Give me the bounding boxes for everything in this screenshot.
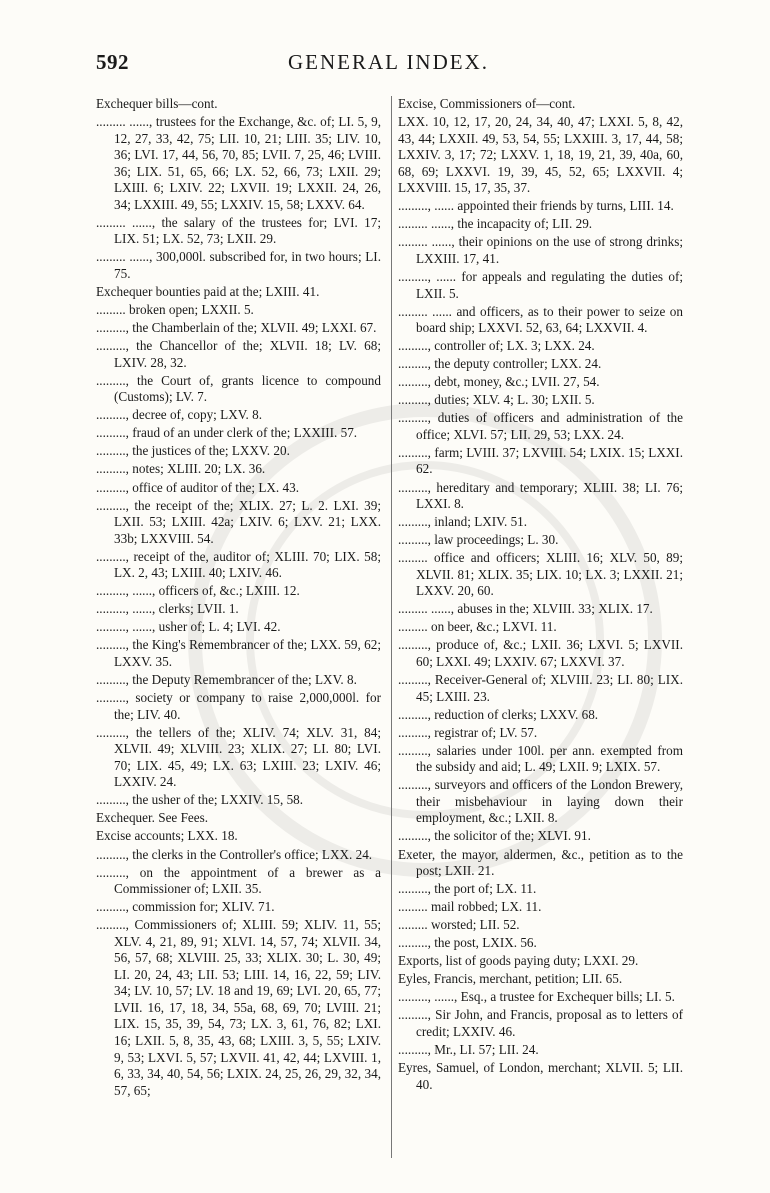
index-entry: Exeter, the mayor, aldermen, &c., petition as to the post; LXII. 21. — [398, 846, 683, 879]
index-entry: ........., the clerks in the Controller's office; LXX. 24. — [96, 846, 373, 862]
index-entry: ......... office and officers; XLIII. 16; XLV. 50, 89; XLVII. 81; XLIX. 35; LIX. 10; LX. 3; LXXII. 21; LXXV. 20, 60. — [398, 550, 683, 599]
index-entry: ........., the receipt of the; XLIX. 27; L. 2. LXI. 39; LXII. 53; LXIII. 42a; LXIV. 6; LXV. 21; LXX. 33b; LXXVIII. 54. — [96, 497, 381, 546]
index-entry: ......... worsted; LII. 52. — [398, 917, 520, 933]
index-entry: Exchequer bounties paid at the; LXIII. 41. — [96, 284, 320, 300]
index-entry: ........., produce of, &c.; LXII. 36; LXVI. 5; LXVII. 60; LXXI. 49; LXXIV. 67; LXXVI. 37. — [398, 637, 683, 669]
index-column-right — [398, 96, 683, 1095]
index-entry: ........., Sir John, and Francis, proposal as to letters of credit; LXXIV. 46. — [398, 1007, 683, 1039]
index-entry: ........., hereditary and temporary; XLIII. 38; LI. 76; LXXI. 8. — [398, 479, 683, 512]
index-entry: ........., the port of; LX. 11. — [398, 881, 537, 897]
index-entry: ........., Mr., LI. 57; LII. 24. — [398, 1042, 539, 1058]
index-entry: ........., the Deputy Remembrancer of the; LXV. 8. — [96, 672, 357, 688]
index-entry: ......... ...... and officers, as to their power to seize on board ship; LXXVI. 52, 63, 64; LXXVII. 4. — [398, 303, 683, 336]
index-entry: ........., ...... appointed their friends by turns, LIII. 14. — [398, 198, 674, 214]
index-entry: Exports, list of goods paying duty; LXXI. 29. — [398, 953, 639, 969]
index-entry: ........., duties of officers and administration of the office; XLVI. 57; LII. 29, 53; LXX. 24. — [398, 410, 683, 442]
index-entry: ........., fraud of an under clerk of the; LXXIII. 57. — [96, 425, 358, 441]
index-entry: LXX. 10, 12, 17, 20, 24, 34, 40, 47; LXXI. 5, 8, 42, 43, 44; LXXII. 49, 53, 54, 55; LXXIII. 3, 17, 44, 58; LXXIV. 3, 17; 72; LXXV. 1, 18, 19, 21, 39, 40a, 60, 68, 69; LXXVI. 19, 39, 45, 52, 65; LXXVII. 4; LXXVIII. 15, 17, 35, 37. — [398, 114, 683, 196]
index-entry: ......... ......, trustees for the Exchange, &c. of; LI. 5, 9, 12, 27, 33, 42, 75; LII. 10, 21; LIII. 35; LIV. 10, 36; LVI. 17, 44, 56, 70, 85; LVII. 7, 25, 46; LVIII. 36; LIX. 51, 65, 66; LX. 52, 66, 73; LXII. 29; LXIII. 6; LXIV. 22; LXVII. 19; LXXII. 24, 26, 34; LXXIII. 49, 55; LXXIV. 15, 58; LXXV. 64. — [96, 114, 381, 212]
index-entry: ........., farm; LVIII. 37; LXVIII. 54; LXIX. 15; LXXI. 62. — [398, 444, 683, 477]
index-entry: ........., ...... for appeals and regulating the duties of; LXII. 5. — [398, 268, 683, 301]
index-entry: ........., reduction of clerks; LXXV. 68. — [398, 706, 599, 722]
index-entry: ........., the solicitor of the; XLVI. 91. — [398, 828, 591, 844]
page-header — [96, 50, 681, 76]
index-entry: ......... mail robbed; LX. 11. — [398, 899, 542, 915]
index-entry: ........., the usher of the; LXXIV. 15, 58. — [96, 792, 304, 808]
index-entry: ........., notes; XLIII. 20; LX. 36. — [96, 461, 266, 477]
index-entry: ......... ......, abuses in the; XLVIII. 33; XLIX. 17. — [398, 601, 653, 617]
index-entry: ........., ......, officers of, &c.; LXIII. 12. — [96, 583, 300, 599]
index-entry: ........., inland; LXIV. 51. — [398, 514, 528, 530]
index-entry: ........., ......, Esq., a trustee for Exchequer bills; LI. 5. — [398, 989, 675, 1005]
index-entry: ........., receipt of the, auditor of; XLIII. 70; LIX. 58; LX. 2, 43; LXIII. 40; LXIV. 46. — [96, 548, 381, 581]
index-entry: ......... broken open; LXXII. 5. — [96, 302, 254, 318]
index-entry: ........., the post, LXIX. 56. — [398, 935, 537, 951]
index-entry: ........., the justices of the; LXXV. 20. — [96, 443, 290, 459]
index-entry: ........., duties; XLV. 4; L. 30; LXII. 5. — [398, 392, 595, 408]
page-number: 592 — [96, 50, 129, 74]
index-entry: ........., registrar of; LV. 57. — [398, 724, 538, 740]
index-entry: ......... ......, their opinions on the use of strong drinks; LXXIII. 17, 41. — [398, 234, 683, 266]
column-divider — [391, 96, 392, 1158]
index-entry: ........., office of auditor of the; LX. 43. — [96, 479, 300, 495]
index-entry: ........., the King's Remembrancer of the; LXX. 59, 62; LXXV. 35. — [96, 637, 381, 669]
index-entry: ........., ......, usher of; L. 4; LVI. 42. — [96, 619, 281, 635]
index-entry: ........., the Chamberlain of the; XLVII. 49; LXXI. 67. — [96, 320, 377, 336]
index-entry: ......... on beer, &c.; LXVI. 11. — [398, 619, 557, 635]
index-entry: ........., the Chancellor of the; XLVII. 18; LV. 68; LXIV. 28, 32. — [96, 338, 381, 370]
index-entry: ......... ......, the incapacity of; LII. 29. — [398, 216, 593, 232]
index-entry: ......... ......, the salary of the trustees for; LVI. 17; LIX. 51; LX. 52, 73; LXII. 29. — [96, 214, 381, 247]
index-entry: ........., Commissioners of; XLIII. 59; XLIV. 11, 55; XLV. 4, 21, 89, 91; XLVI. 14, 57, 74; XLVII. 34, 56, 57, 68; XLVIII. 25, 33; XLIX. 30; L. 30, 49; LI. 20, 24, 43; LII. 53; LIII. 14, 16, 22, 59; LIV. 34; LV. 10, 57; LV. 18 and 19, 69; LVI. 20, 65, 77; LVII. 16, 17, 18, 34, 55a, 68, 69, 70; LVIII. 21; LIX. 15, 35, 39, 54, 73; LX. 3, 61, 76, 82; LXI. 16; LXII. 5, 8, 35, 43, 68; LXIII. 3, 5, 55; LXIV. 9, 53; LXVI. 5, 57; LXVII. 41, 42, 44; LXVIII. 1, 6, 33, 34, 40, 54, 56; LXIX. 24, 25, 26, 29, 32, 34, 57, 65; — [96, 917, 381, 1098]
index-entry: ........., commission for; XLIV. 71. — [96, 899, 275, 915]
index-entry: Eyres, Samuel, of London, merchant; XLVII. 5; LII. 40. — [398, 1060, 683, 1092]
index-entry: ........., the deputy controller; LXX. 24. — [398, 356, 602, 372]
index-entry: ........., on the appointment of a brewer as a Commissioner of; LXII. 35. — [96, 864, 381, 897]
index-entry: ........., surveyors and officers of the London Brewery, their misbehaviour in laying down their employment, &c.; LXII. 8. — [398, 777, 683, 826]
index-entry: ........., debt, money, &c.; LVII. 27, 54. — [398, 374, 600, 390]
index-entry: ........., salaries under 100l. per ann. exempted from the subsidy and aid; L. 49; LXII. 9; LXIX. 57. — [398, 742, 683, 775]
index-entry: ......... ......, 300,000l. subscribed for, in two hours; LI. 75. — [96, 249, 381, 281]
index-entry: ........., the tellers of the; XLIV. 74; XLV. 31, 84; XLVII. 49; XLVIII. 23; XLIX. 27; LI. 80; LVI. 70; LIX. 45, 49; LX. 63; LXIII. 23; LXIV. 46; LXXIV. 24. — [96, 724, 381, 790]
index-entry: ........., law proceedings; L. 30. — [398, 532, 559, 548]
index-entry: ........., decree of, copy; LXV. 8. — [96, 407, 263, 423]
page-title: GENERAL INDEX. — [287, 50, 490, 74]
index-entry: ........., controller of; LX. 3; LXX. 24. — [398, 338, 595, 354]
index-entry: ........., society or company to raise 2,000,000l. for the; LIV. 40. — [96, 690, 381, 722]
index-entry: Excise, Commissioners of—cont. — [398, 96, 576, 111]
index-entry: ........., ......, clerks; LVII. 1. — [96, 601, 239, 617]
index-column-left — [96, 96, 381, 1101]
index-entry: Eyles, Francis, merchant, petition; LII. 65. — [398, 971, 623, 987]
index-entry: Exchequer bills—cont. — [96, 96, 218, 111]
index-entry: ........., the Court of, grants licence to compound (Customs); LV. 7. — [96, 372, 381, 405]
index-entry: ........., Receiver-General of; XLVIII. 23; LI. 80; LIX. 45; LXIII. 23. — [398, 672, 683, 704]
index-entry: Exchequer. See Fees. — [96, 810, 209, 826]
index-entry: Excise accounts; LXX. 18. — [96, 828, 238, 844]
